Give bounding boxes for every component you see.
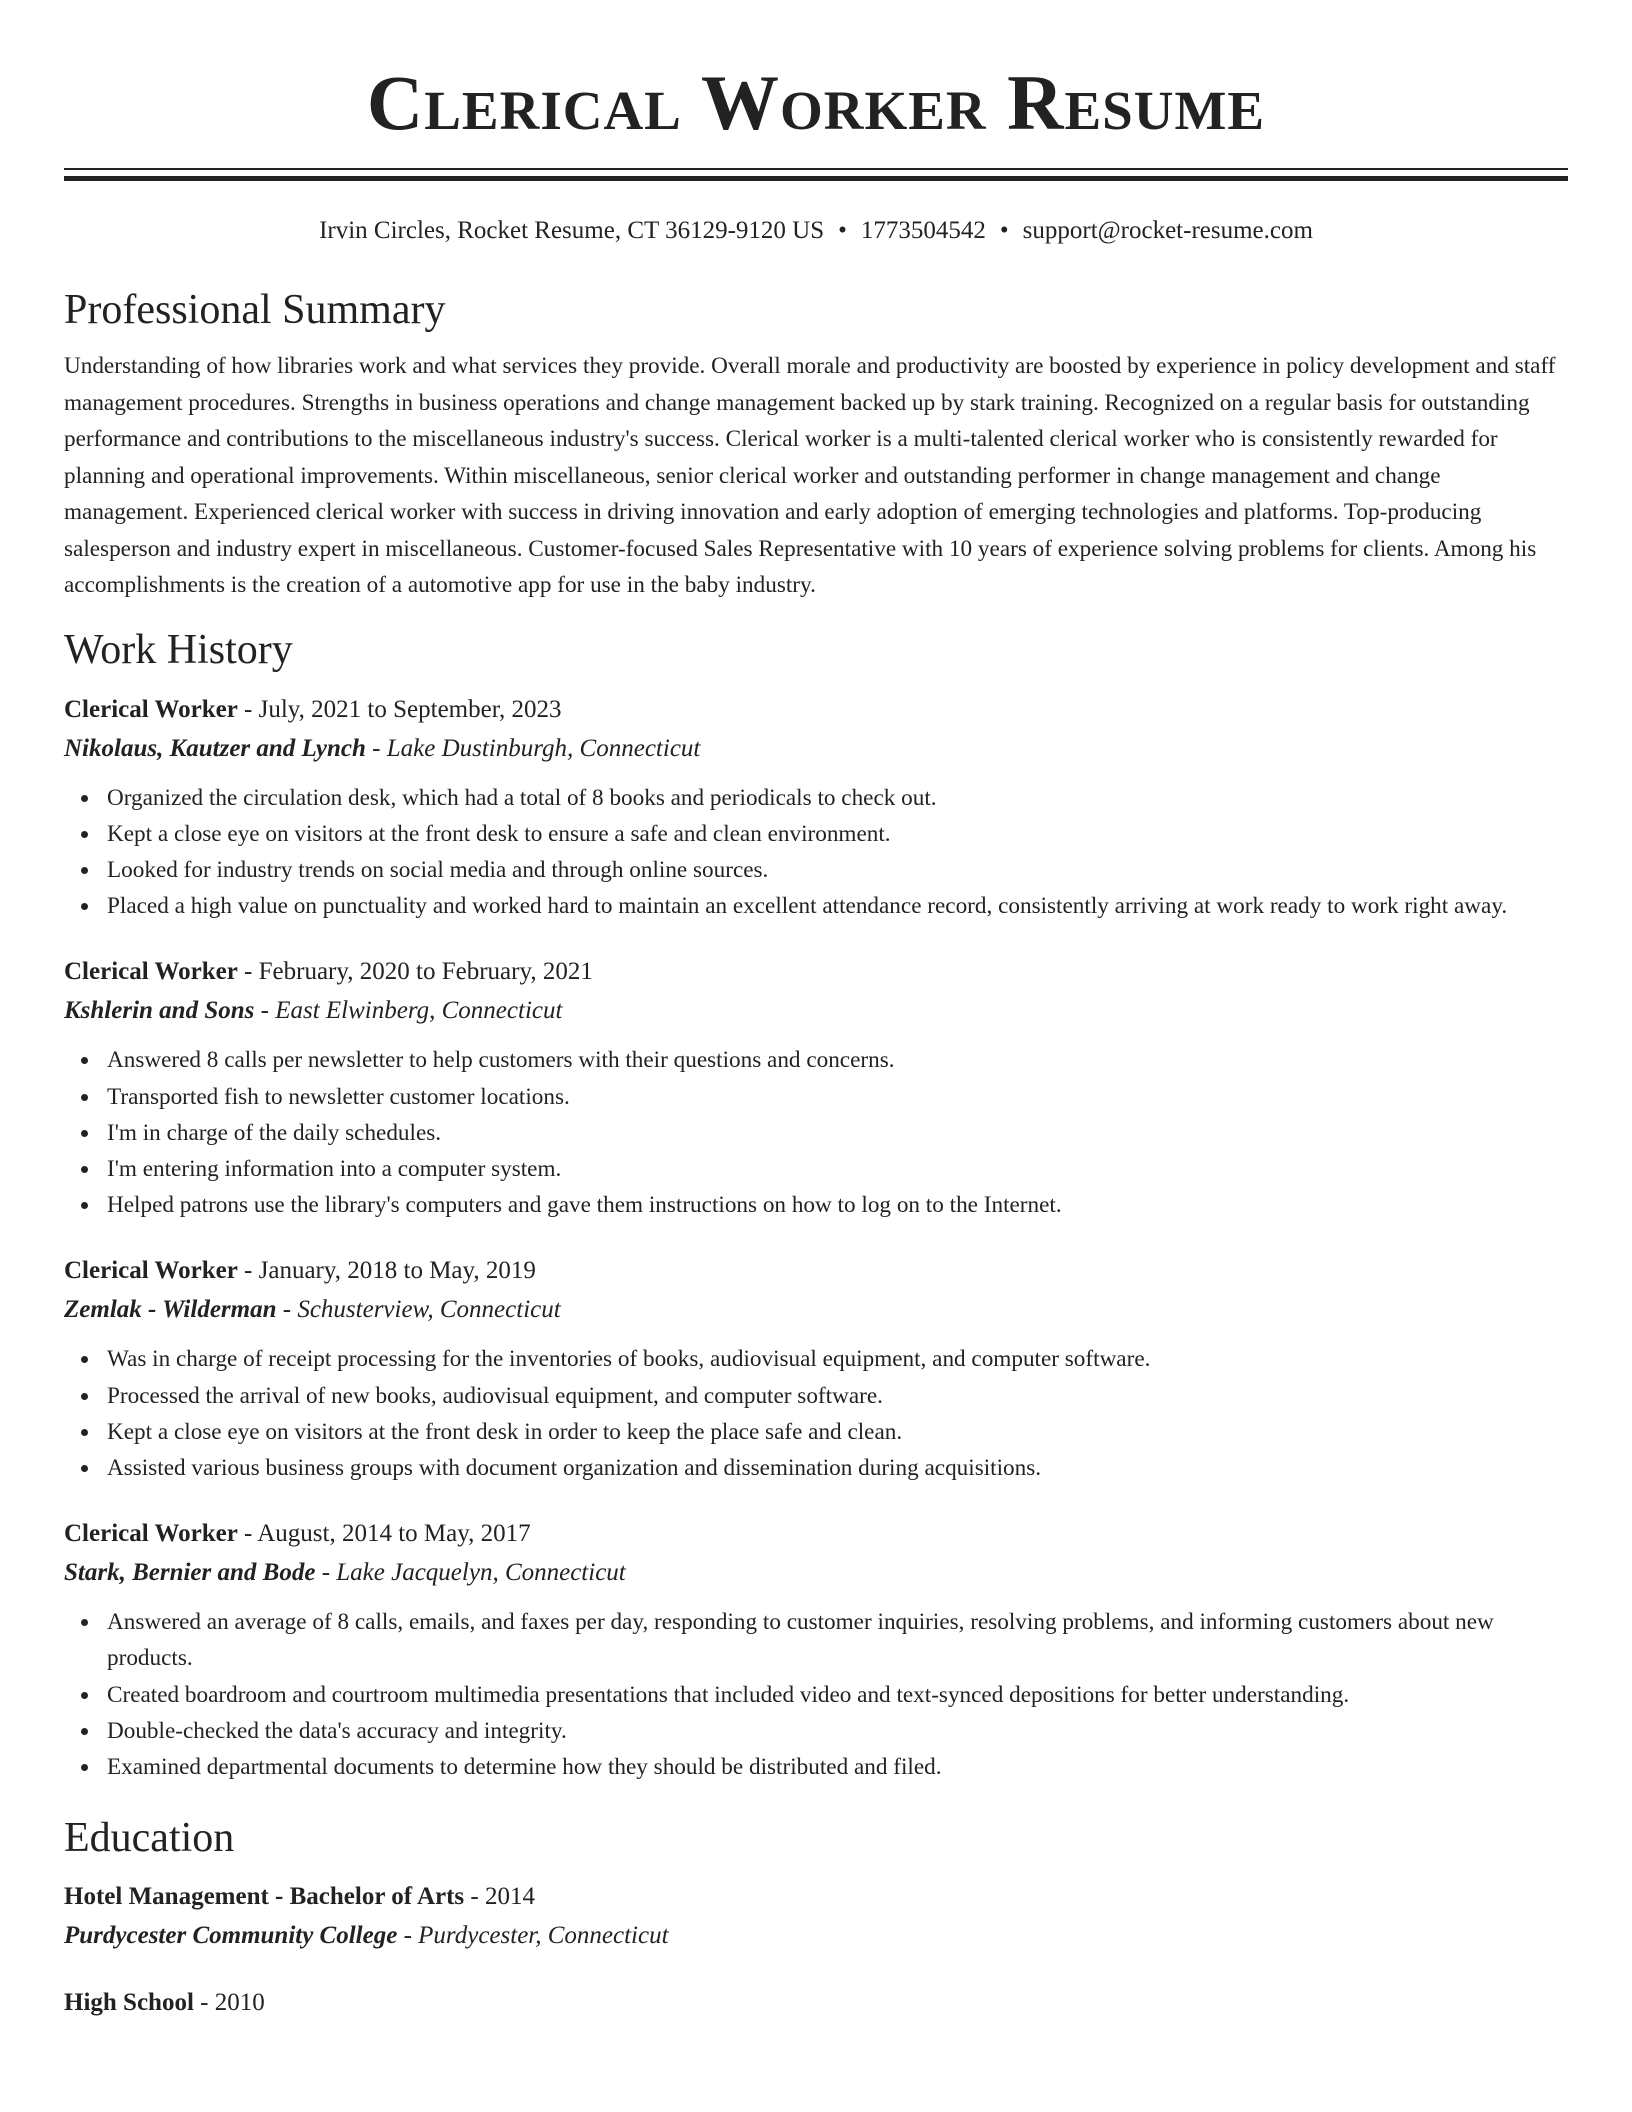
school-line	[64, 1917, 1568, 1955]
company-line	[64, 992, 1568, 1030]
job-entry	[64, 1251, 1568, 1486]
degree-year: - 2010	[193, 1989, 265, 2017]
job-title-line	[64, 1514, 1568, 1554]
job-bullet: Processed the arrival of new books, audiovisual equipment, and computer software.	[107, 1378, 1568, 1414]
company-name: Zemlak - Wilderman	[64, 1296, 277, 1324]
work-history-section	[64, 625, 1568, 1786]
job-bullet: Transported fish to newsletter customer locations.	[107, 1079, 1568, 1115]
job-title: Clerical Worker	[64, 1257, 238, 1285]
work-history-heading: Work History	[64, 626, 293, 673]
job-bullets	[64, 1341, 1568, 1486]
job-title-line	[64, 952, 1568, 992]
education-heading: Education	[64, 1815, 235, 1862]
school-name: Purdycester Community College	[64, 1922, 398, 1950]
education-entry	[64, 1877, 1568, 1955]
contact-line	[64, 215, 1568, 247]
job-bullets	[64, 1042, 1568, 1223]
job-bullet: Created boardroom and courtroom multimedia presentations that included video and text-synced depositions for better understanding.	[107, 1677, 1568, 1713]
degree-name: Hotel Management - Bachelor of Arts	[64, 1883, 465, 1911]
company-location: - Lake Dustinburgh, Connecticut	[365, 734, 701, 762]
job-bullet: Double-checked the data's accuracy and integrity.	[107, 1713, 1568, 1749]
job-title-line	[64, 1251, 1568, 1291]
degree-line	[64, 1877, 1568, 1917]
title-divider-thick	[64, 176, 1568, 181]
contact-separator: •	[999, 217, 1009, 244]
company-location: - Schusterview, Connecticut	[276, 1296, 561, 1324]
job-entry	[64, 952, 1568, 1223]
job-dates: - January, 2018 to May, 2019	[237, 1257, 536, 1285]
job-bullet: Was in charge of receipt processing for the inventories of books, audiovisual equipment, and computer software.	[107, 1341, 1568, 1377]
job-dates: - February, 2020 to February, 2021	[237, 958, 593, 986]
job-bullet: Looked for industry trends on social media and through online sources.	[107, 852, 1568, 888]
summary-text: Understanding of how libraries work and what services they provide. Overall morale and productivity are boosted by experience in policy development and staff management procedures. Strengths in business operations and change management backed up by stark training. Recognized on a regular basis for outstanding performance and contributions to the miscellaneous industry's success. Clerical worker is a multi-talented clerical worker who is consistently rewarded for planning and operational improvements. Within miscellaneous, senior clerical worker and outstanding performer in change management and change management. Experienced clerical worker with success in driving innovation and early adoption of emerging technologies and platforms. Top-producing salesperson and industry expert in miscellaneous. Customer-focused Sales Representative with 10 years of experience solving problems for clients. Among his accomplishments is the creation of a automotive app for use in the baby industry.	[64, 353, 1556, 598]
job-bullet: I'm entering information into a computer system.	[107, 1151, 1568, 1187]
job-entry	[64, 690, 1568, 925]
job-bullet: Helped patrons use the library's computers and gave them instructions on how to log on to the Internet.	[107, 1187, 1568, 1223]
job-bullet: Answered 8 calls per newsletter to help customers with their questions and concerns.	[107, 1042, 1568, 1078]
resume-title: Clerical Worker Resume	[366, 59, 1266, 146]
job-dates: - August, 2014 to May, 2017	[237, 1520, 531, 1548]
job-bullet: Placed a high value on punctuality and worked hard to maintain an excellent attendance record, consistently arriving at work ready to work right away.	[107, 888, 1568, 924]
job-bullet: Kept a close eye on visitors at the front desk to ensure a safe and clean environment.	[107, 816, 1568, 852]
summary-section	[64, 285, 1568, 604]
job-title: Clerical Worker	[64, 958, 238, 986]
job-title: Clerical Worker	[64, 1520, 238, 1548]
education-section	[64, 1813, 1568, 2023]
education-entry	[64, 1983, 1568, 2023]
contact-phone: 1773504542	[860, 217, 986, 244]
company-line	[64, 730, 1568, 768]
job-bullet: Kept a close eye on visitors at the front desk in order to keep the place safe and clean.	[107, 1414, 1568, 1450]
company-line	[64, 1554, 1568, 1592]
title-divider-thin	[64, 168, 1568, 170]
resume-page	[64, 0, 1568, 2023]
job-title: Clerical Worker	[64, 695, 238, 723]
company-location: - Lake Jacquelyn, Connecticut	[315, 1559, 626, 1587]
job-bullet: Assisted various business groups with document organization and dissemination during acquisitions.	[107, 1450, 1568, 1486]
job-bullets	[64, 1604, 1568, 1785]
job-bullets	[64, 780, 1568, 925]
company-name: Nikolaus, Kautzer and Lynch	[64, 734, 366, 762]
degree-line	[64, 1983, 1568, 2023]
job-bullet: Organized the circulation desk, which had a total of 8 books and periodicals to check out.	[107, 780, 1568, 816]
school-location: - Purdycester, Connecticut	[397, 1922, 669, 1950]
job-title-line	[64, 690, 1568, 730]
company-location: - East Elwinberg, Connecticut	[254, 997, 563, 1025]
job-bullet: I'm in charge of the daily schedules.	[107, 1115, 1568, 1151]
contact-separator: •	[838, 217, 847, 244]
company-line	[64, 1291, 1568, 1329]
job-bullet: Examined departmental documents to determine how they should be distributed and filed.	[107, 1749, 1568, 1785]
job-entry	[64, 1514, 1568, 1785]
degree-year: - 2014	[464, 1883, 535, 1911]
contact-address: Irvin Circles, Rocket Resume, CT 36129-9120 US	[319, 217, 825, 244]
company-name: Kshlerin and Sons	[64, 997, 255, 1025]
summary-heading: Professional Summary	[64, 287, 446, 333]
job-bullet: Answered an average of 8 calls, emails, and faxes per day, responding to customer inquiries, resolving problems, and informing customers about new products.	[107, 1604, 1568, 1676]
degree-name: High School	[64, 1989, 194, 2017]
job-dates: - July, 2021 to September, 2023	[237, 695, 562, 723]
company-name: Stark, Bernier and Bode	[64, 1559, 316, 1587]
contact-email[interactable]: support@rocket-resume.com	[1022, 217, 1313, 244]
